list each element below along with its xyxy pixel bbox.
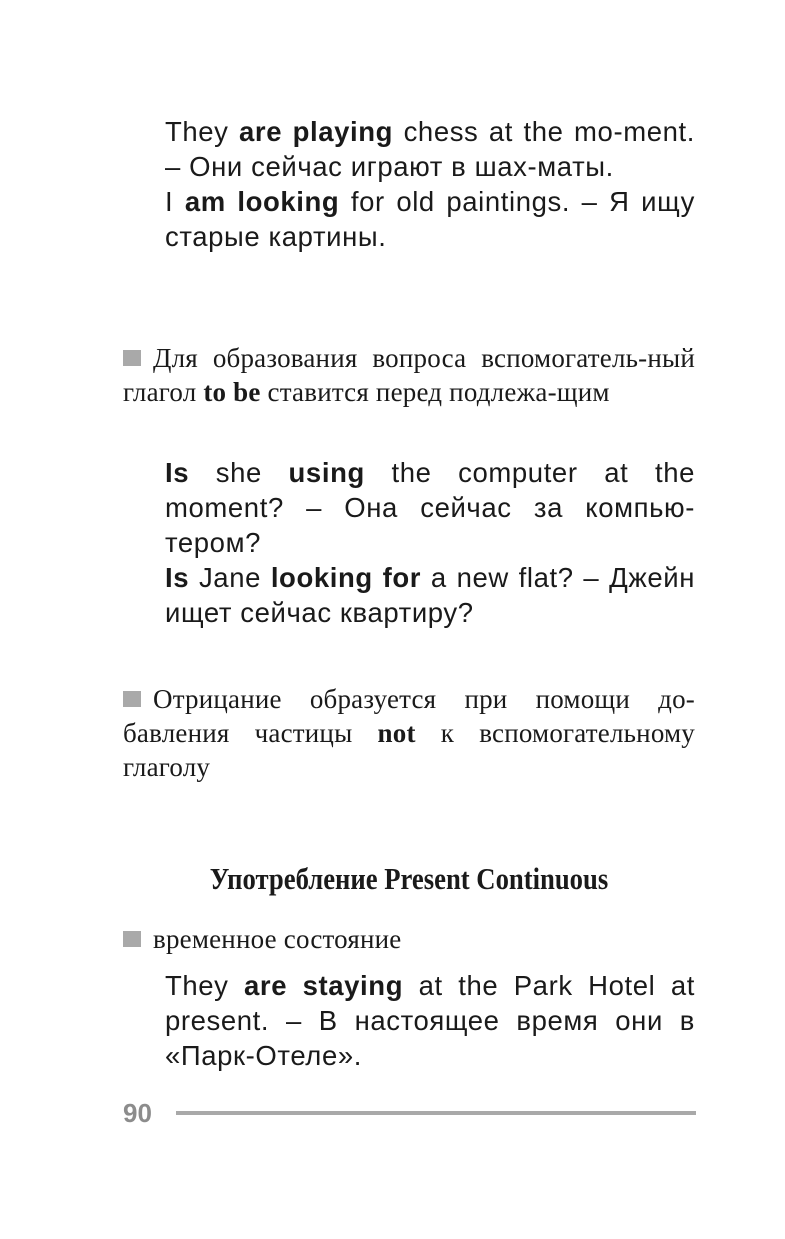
bold-verb-phrase: are playing <box>239 116 394 147</box>
example-block-1 <box>165 114 695 254</box>
example-sentence-1: They are playing chess at the mo-ment. – Они сейчас играют в шах-маты. <box>165 116 695 182</box>
bold-verb-phrase: using <box>288 457 365 488</box>
rule-negation-paragraph: Отрицание образуется при помощи до-бавления частицы not к вспомогательному глаголу <box>123 684 695 782</box>
bold-verb-phrase: am looking <box>184 186 340 217</box>
example-sentence-4: Is Jane looking for a new flat? – Джейн ищет сейчас квартиру? <box>165 562 696 628</box>
example-sentence-2: I am looking for old paintings. – Я ищу старые картины. <box>165 186 695 252</box>
bold-verb-phrase: are staying <box>244 970 404 1001</box>
square-bullet-icon <box>123 691 141 707</box>
usage-item-temporary-state: временное состояние <box>123 922 695 956</box>
example-sentence-5: They are staying at the Park Hotel at present. – В настоящее время они в «Парк-Отеле». <box>165 970 695 1071</box>
square-bullet-icon <box>123 931 141 947</box>
square-bullet-icon <box>123 350 141 366</box>
example-block-3 <box>165 968 695 1073</box>
bold-term: to be <box>203 377 261 407</box>
footer-rule <box>176 1111 696 1115</box>
example-sentence-3: Is she using the computer at the moment? – Она сейчас за компью-тером? <box>165 457 695 558</box>
rule-question-paragraph: Для образования вопроса вспомогатель-ный глагол to be ставится перед подлежа-щим <box>123 343 695 407</box>
page-number: 90 <box>123 1098 152 1128</box>
section-heading: Употребление Present Continuous <box>209 861 609 896</box>
example-block-2 <box>165 455 695 630</box>
bold-verb-phrase: looking for <box>270 562 422 593</box>
bold-term: not <box>377 718 416 748</box>
